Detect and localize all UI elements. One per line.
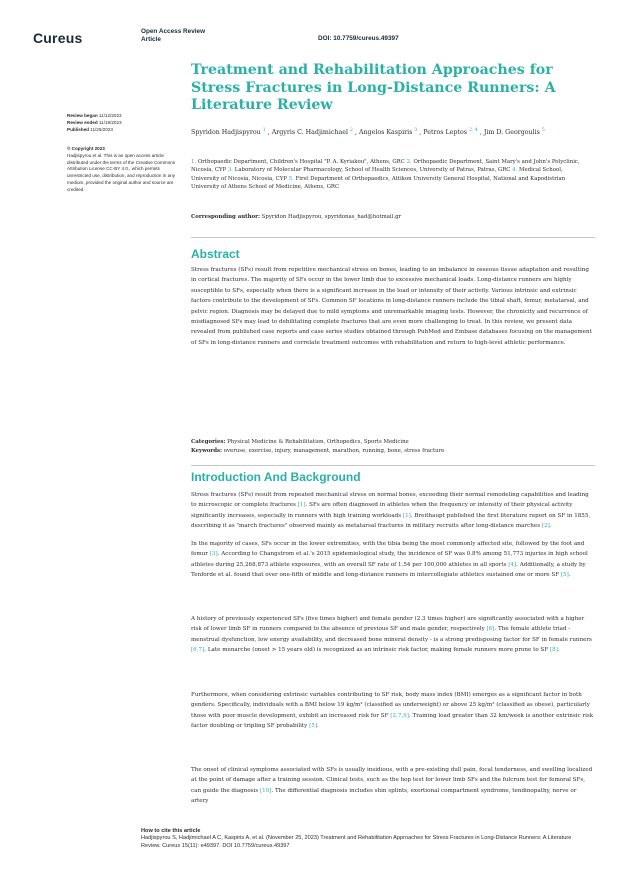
citation-link[interactable]: [2] (541, 523, 550, 530)
copyright-heading: © Copyright 2023 (67, 146, 105, 151)
divider (191, 237, 595, 238)
intro-paragraph-4 (191, 690, 595, 732)
citation-link[interactable]: [3] (209, 551, 218, 558)
citation-link[interactable]: [5] (560, 572, 569, 579)
paragraph-text: . SFs are often diagnosed in athletes when the frequency or intensity of their physical activity significantly increases, especially in runners with high training workloads (191, 502, 573, 519)
article-title: Treatment and Rehabilitation Approaches for Stress Fractures in Long-Distance Runners: A Literature Review (191, 62, 556, 113)
article-type-line1: Open Access Review (141, 28, 206, 35)
review-dates (67, 113, 177, 133)
review-ended: Review ended 11/19/2023 (67, 119, 122, 125)
article-meta (191, 438, 595, 456)
author-affiliation-number: 2, 4 (469, 128, 478, 133)
author-name: Jim D. Georgoulis (483, 129, 542, 137)
intro-paragraph-3 (191, 614, 595, 656)
citation-link[interactable]: [1] (402, 512, 411, 519)
citation-link[interactable]: [6,7] (191, 647, 205, 654)
affiliation-number: 2. (406, 159, 414, 165)
affiliation-number: 1. (191, 159, 198, 165)
article-type-line2: Article (141, 36, 161, 43)
author-name: Petros Leptos (423, 129, 470, 137)
affiliation-text: Laboratory of Molecular Pharmacology, School of Health Sciences, University of Patras, Patras, GRC (234, 167, 513, 174)
paragraph-text: . (317, 723, 319, 730)
intro-paragraph-5 (191, 765, 595, 807)
paragraph-text: . Breithaupt published the first literature report on SF in 1855, describing it as "march fractures" observed mainly as metatarsal fractures in military recruits after long-distance marches (191, 512, 591, 530)
affiliation-number: 4. (512, 167, 519, 174)
affiliation-text: Orthopaedic Department, Children's Hospital "P. A. Kyriakou", Athens, GRC (197, 159, 407, 165)
author-name: Argyris C. Hadjimichael (271, 129, 350, 137)
paragraph-text: . (568, 572, 571, 579)
affiliation-text: Orthopaedic Department, Saint Mary's and John's Polyclinic, Nicosia, CYP (191, 159, 580, 174)
cureus-logo: Cureus (33, 30, 83, 46)
doi[interactable]: DOI: 10.7759/cureus.49397 (318, 35, 399, 42)
abstract-text: Stress fractures (SFs) result from repetitive mechanical stress on bones, leading to an imbalance in osseous tissue adaptation and resulting in cortical fractures. The majority of SFs occur in the lower limb due to excessive mechanical loads. Long-distance runners are highly susceptible to SFs, especially when there is a significant increase in the load or intensity of their activity. Various intrinsic and extrinsic factors contribute to the development of SFs. Common SF locations in long-distance runners include the tibial shaft, femur, metatarsal, and pelvic region. Diagnosis may be delayed due to mild symptoms and unremarkable imaging tests. However, the chronicity and recurrence of misdiagnosed SFs may lead to debilitating complete fractures that are even more challenging to treat. In this review, we present data revealed from published case reports and case series studies obtained through PubMed and Embase databases focusing on the management of SFs in long-distance runners and correlate treatment outcomes with rehabilitation and return to high-level athletic performance. (191, 267, 592, 346)
affiliation-text: Medical School, University of Nicosia, Nicosia, CYP (191, 167, 563, 182)
paragraph-text: . (549, 523, 552, 530)
abstract-heading: Abstract (191, 247, 240, 261)
paragraph-text: . Training load greater than 32 km/week is another extrinsic risk factor doubling or tripling SF probability (191, 712, 594, 730)
paragraph-text: Furthermore, when considering extrinsic variables contributing to SF risk, body mass index (BMI) emerges as a significant factor in both genders. Specifically, individuals with a BMI below 19 kg/m² (classified as underweight) or above 25 kg/m² (classified as obese), particularly those with poor muscle development, exhibit an increased risk for SF (191, 692, 590, 719)
how-to-cite (141, 828, 591, 850)
author-affiliation-number: 3 (414, 128, 418, 133)
citation-link[interactable]: [1] (297, 502, 306, 509)
paragraph-text: A history of previously experienced SFs (five times higher) and female gender (2.3 times higher) are significantly associated with a higher risk of lower limb SF in runners compared to the absence of previous SF and male gender, respectively (191, 616, 585, 633)
categories: Categories: Physical Medicine & Rehabilitation, Orthopedics, Sports Medicine (191, 439, 409, 445)
article-type (141, 28, 205, 44)
author-name: Spyridon Hadjispyrou (191, 129, 263, 137)
paragraph-text: . (557, 647, 560, 654)
paragraph-text: In the majority of cases, SFs occur in the lower extremities, with the tibia being the most commonly affected site, followed by the foot and femur (191, 541, 585, 558)
paragraph-text: . The female athlete triad - menstrual dysfunction, low energy availability, and decreased bone mineral density - is a strong predisposing factor for SF in female runners (191, 626, 592, 643)
affiliation-list (191, 158, 591, 192)
author-affiliation-number: 1 (262, 128, 266, 133)
paragraph-text: The onset of clinical symptoms associated with SFs is usually insidious, with a pre-existing dull pain, focal tenderness, and swelling localized at the point of damage after a training session. Clinical tests, such as the hop test for lower limb SFs and the fulcrum test for femoral SFs, can guide the diagnosis (191, 767, 593, 794)
corresponding-author: Corresponding author: Spyridon Hadjispyrou, spyridonas_had@hotmail.gr (191, 214, 402, 220)
divider (191, 465, 595, 466)
author-list: Spyridon Hadjispyrou $^1$ , Argyris C. Hadjimichael $^2$ , Angelos Kaspiris $^3$ , Petros Leptos $^{2, 4}$ , Jim D. Georgoulis $^5$ (191, 128, 545, 137)
affiliation-number: 3. (227, 167, 235, 174)
review-began: Review began 11/12/2023 (67, 113, 122, 118)
author-affiliation-number: 2 (350, 128, 353, 133)
intro-heading: Introduction And Background (191, 470, 361, 484)
affiliation-number: 5. (288, 175, 296, 182)
copyright-text: Hadjispyrou et al. This is an open access article distributed under the terms of the Creative Commons Attribution License CC-BY 4.0., which permits unrestricted use, distribution, and reproduction in any medium, provided the original author and source are credited. (67, 152, 176, 192)
intro-paragraph-2 (191, 539, 595, 581)
affiliation-text: First Department of Orthopaedics, Attikon University General Hospital, National and Kapodistrian University of Athens School of Medicine, Athens, GRC (191, 175, 566, 191)
paragraph-text: . According to Changstrom et al.'s 2015 epidemiological study, the incidence of SF was 0.8% among 51,773 injuries in high school athletes during 25,268,873 athlete exposures, with an overall SF rate of 1.54 per 100,000 athletes in all sports (191, 551, 588, 568)
citation-link[interactable]: [8] (550, 647, 558, 654)
how-to-cite-text: Hadjispyrou S, Hadjimichael A C, Kaspiris A, et al. (November 25, 2023) Treatment and Rehabilitation Approaches for Stress Fractures in Long-Distance Runners: A Literature Review. Cureus 15(11): e49397. DOI 10.7759/cureus.49397 (141, 835, 572, 849)
how-to-cite-heading: How to cite this article (141, 828, 201, 834)
author-affiliation-number: 5 (541, 128, 545, 133)
paragraph-text: . Late menarche (onset > 15 years old) is recognized as an intrinsic risk factor, making female runners more prone to SF (204, 647, 550, 654)
copyright-notice (67, 146, 177, 194)
citation-link[interactable]: [5] (309, 723, 318, 730)
paragraph-text: Stress fractures (SFs) result from repeated mechanical stress on normal bones, exceeding their normal remodeling capabilities and leading to microscopic or complete fractures (191, 492, 589, 509)
intro-paragraph-1 (191, 490, 595, 532)
citation-link[interactable]: [4] (508, 561, 517, 568)
citation-link[interactable]: [6] (486, 626, 495, 633)
author-name: Angelos Kaspiris (358, 129, 415, 137)
paragraph-text: . Additionally, a study by Tenforde et al. found that over one-fifth of middle and long-distance runners in intercollegiate athletics sustained one or more SF (191, 561, 586, 579)
citation-link[interactable]: [10] (260, 787, 272, 794)
published-date: Published 11/25/2023 (67, 126, 113, 132)
keywords: Keywords: overuse, exercise, injury, management, marathon, running, bone, stress fracture (191, 447, 445, 454)
paragraph-text: . The differential diagnosis includes shin splints, exertional compartment syndrome, tendinopathy, nerve or artery (191, 787, 577, 805)
citation-link[interactable]: [2,7,9] (390, 712, 409, 719)
